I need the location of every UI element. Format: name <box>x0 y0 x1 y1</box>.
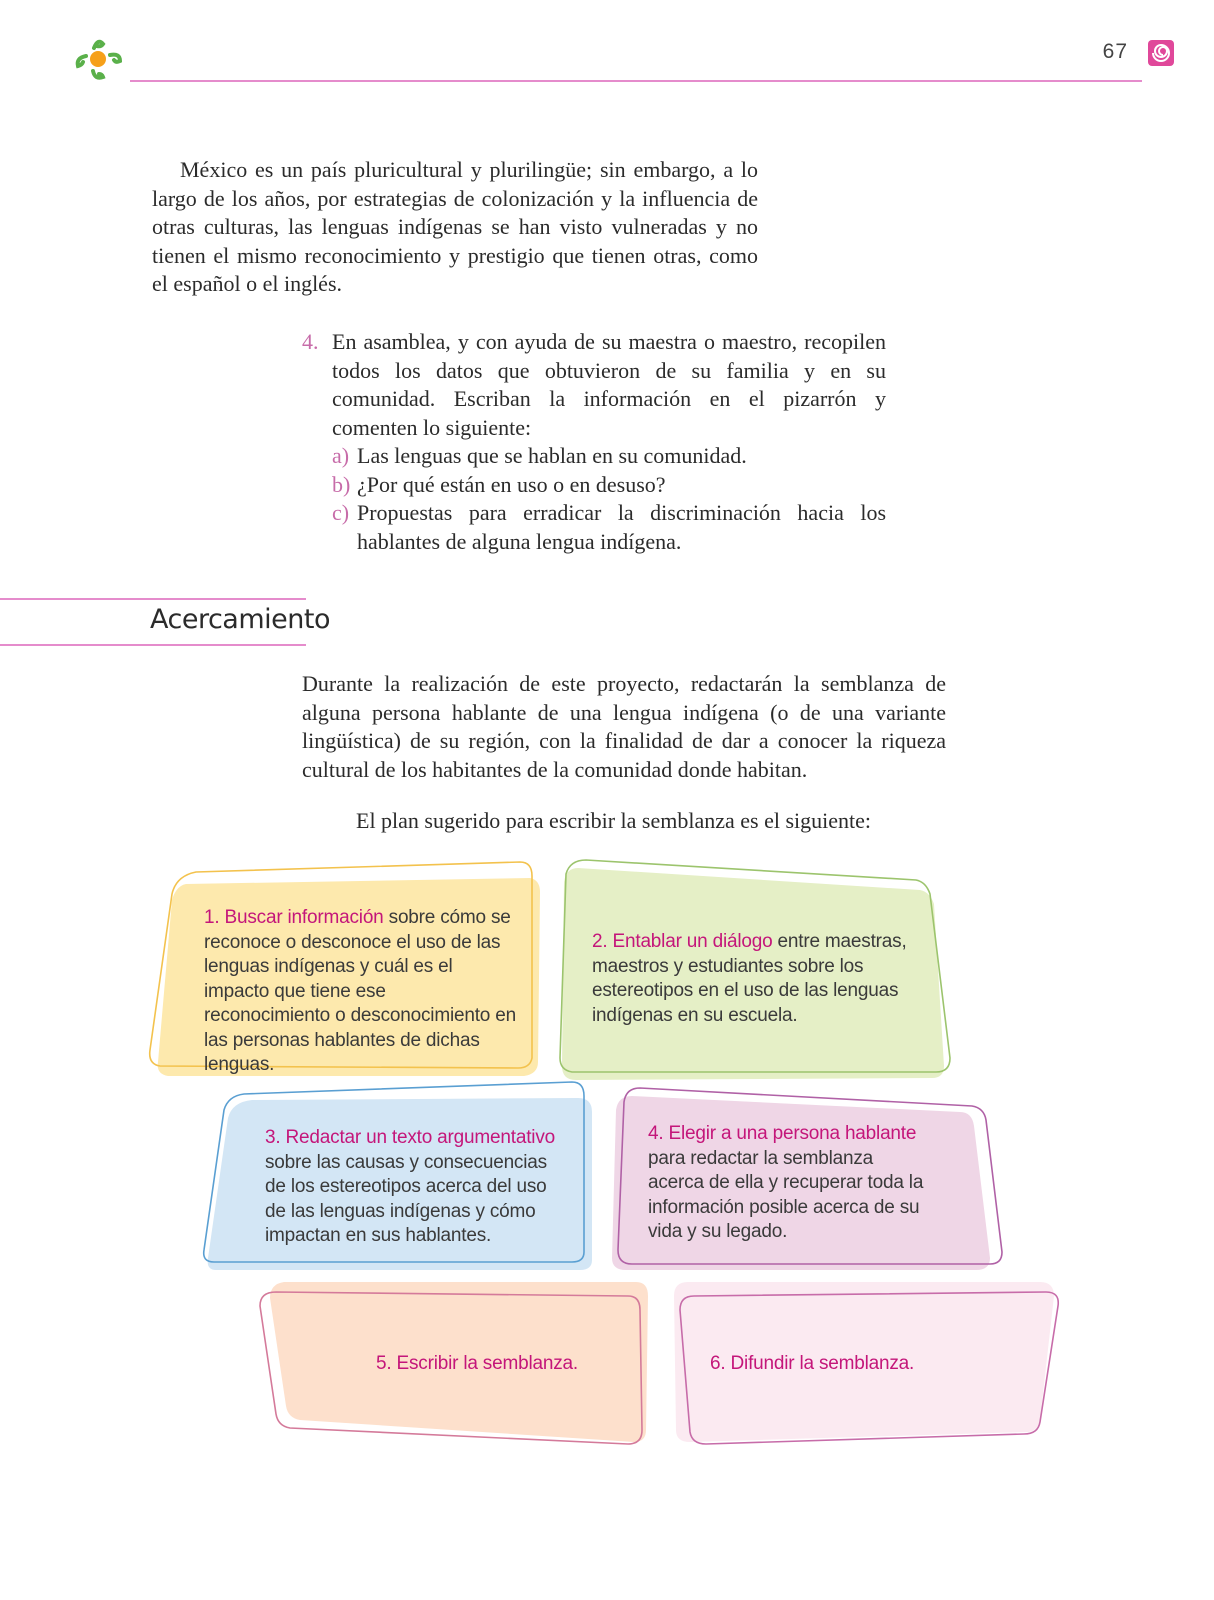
card-highlight: 3. Redactar un texto argumentativo <box>265 1127 555 1148</box>
intro-paragraph: México es un país pluricultural y plurilingüe; sin embargo, a lo largo de los años, por estrategias de colonización y la influencia de otras culturas, las lenguas indígenas se han visto vulneradas y no tienen el mismo reconocimiento y prestigio que tienen otras, como el español o el inglés. <box>152 157 758 296</box>
card-body: para redactar la semblanza acerca de ella y recuperar toda la información posible acerca de su vida y su legado. <box>648 1147 924 1242</box>
card-body: entre maestras, maestros y estudiantes sobre los estereotipos en el uso de las lenguas indígenas en su escuela. <box>592 931 907 1026</box>
card-body: sobre las causas y consecuencias de los estereotipos acerca del uso de las lenguas indígenas y cómo impactan en sus hablantes. <box>265 1151 547 1246</box>
subitem-letter: c) <box>332 500 350 525</box>
card-body: sobre cómo se reconoce o desconoce el uso de las lenguas indígenas y cuál es el impacto que tiene ese reconocimiento o desconocimiento en las personas hablantes de dichas lenguas. <box>204 907 516 1075</box>
subitem-text: Propuestas para erradicar la discriminación hacia los hablantes de alguna lengua indígena. <box>357 500 886 554</box>
subitem-letter: a) <box>332 443 350 468</box>
section-paragraph: Durante la realización de este proyecto, redactarán la semblanza de alguna persona hablante de una lengua indígena (o de una variante lingüística) de su región, con la finalidad de dar a conocer la riqueza cultural de los habitantes de la comunidad donde habitan. <box>302 671 946 782</box>
plan-intro: El plan sugerido para escribir la semblanza es el siguiente: <box>356 808 871 833</box>
card-highlight: 4. Elegir a una persona hablante <box>648 1123 917 1144</box>
card-highlight: 5. Escribir la semblanza. <box>376 1353 578 1374</box>
activity-text: En asamblea, y con ayuda de su maestra o maestro, recopilen todos los datos que obtuvieron de su familia y en su comunidad. Escriban la información en el pizarrón y comenten lo siguiente: <box>332 329 886 440</box>
card-highlight: 6. Difundir la semblanza. <box>710 1353 915 1374</box>
plan-card-4-text <box>648 1122 924 1245</box>
section-title: Acercamiento <box>150 604 330 635</box>
page-number: 67 <box>1102 40 1128 63</box>
activity-number: 4. <box>302 329 319 354</box>
plan-card-1-text <box>204 906 516 1078</box>
card-highlight: 1. Buscar información <box>204 907 384 928</box>
subitem-text: Las lenguas que se hablan en su comunidad. <box>357 443 747 468</box>
plan-card-3-text <box>265 1126 555 1249</box>
card-highlight: 2. Entablar un diálogo <box>592 931 773 952</box>
plan-card-2-text <box>592 930 912 1028</box>
plan-card-6-text <box>710 1352 970 1377</box>
plan-card-5-text <box>376 1352 636 1377</box>
subitem-text: ¿Por qué están en uso o en desuso? <box>357 471 666 497</box>
subitem-letter: b) <box>332 471 351 497</box>
